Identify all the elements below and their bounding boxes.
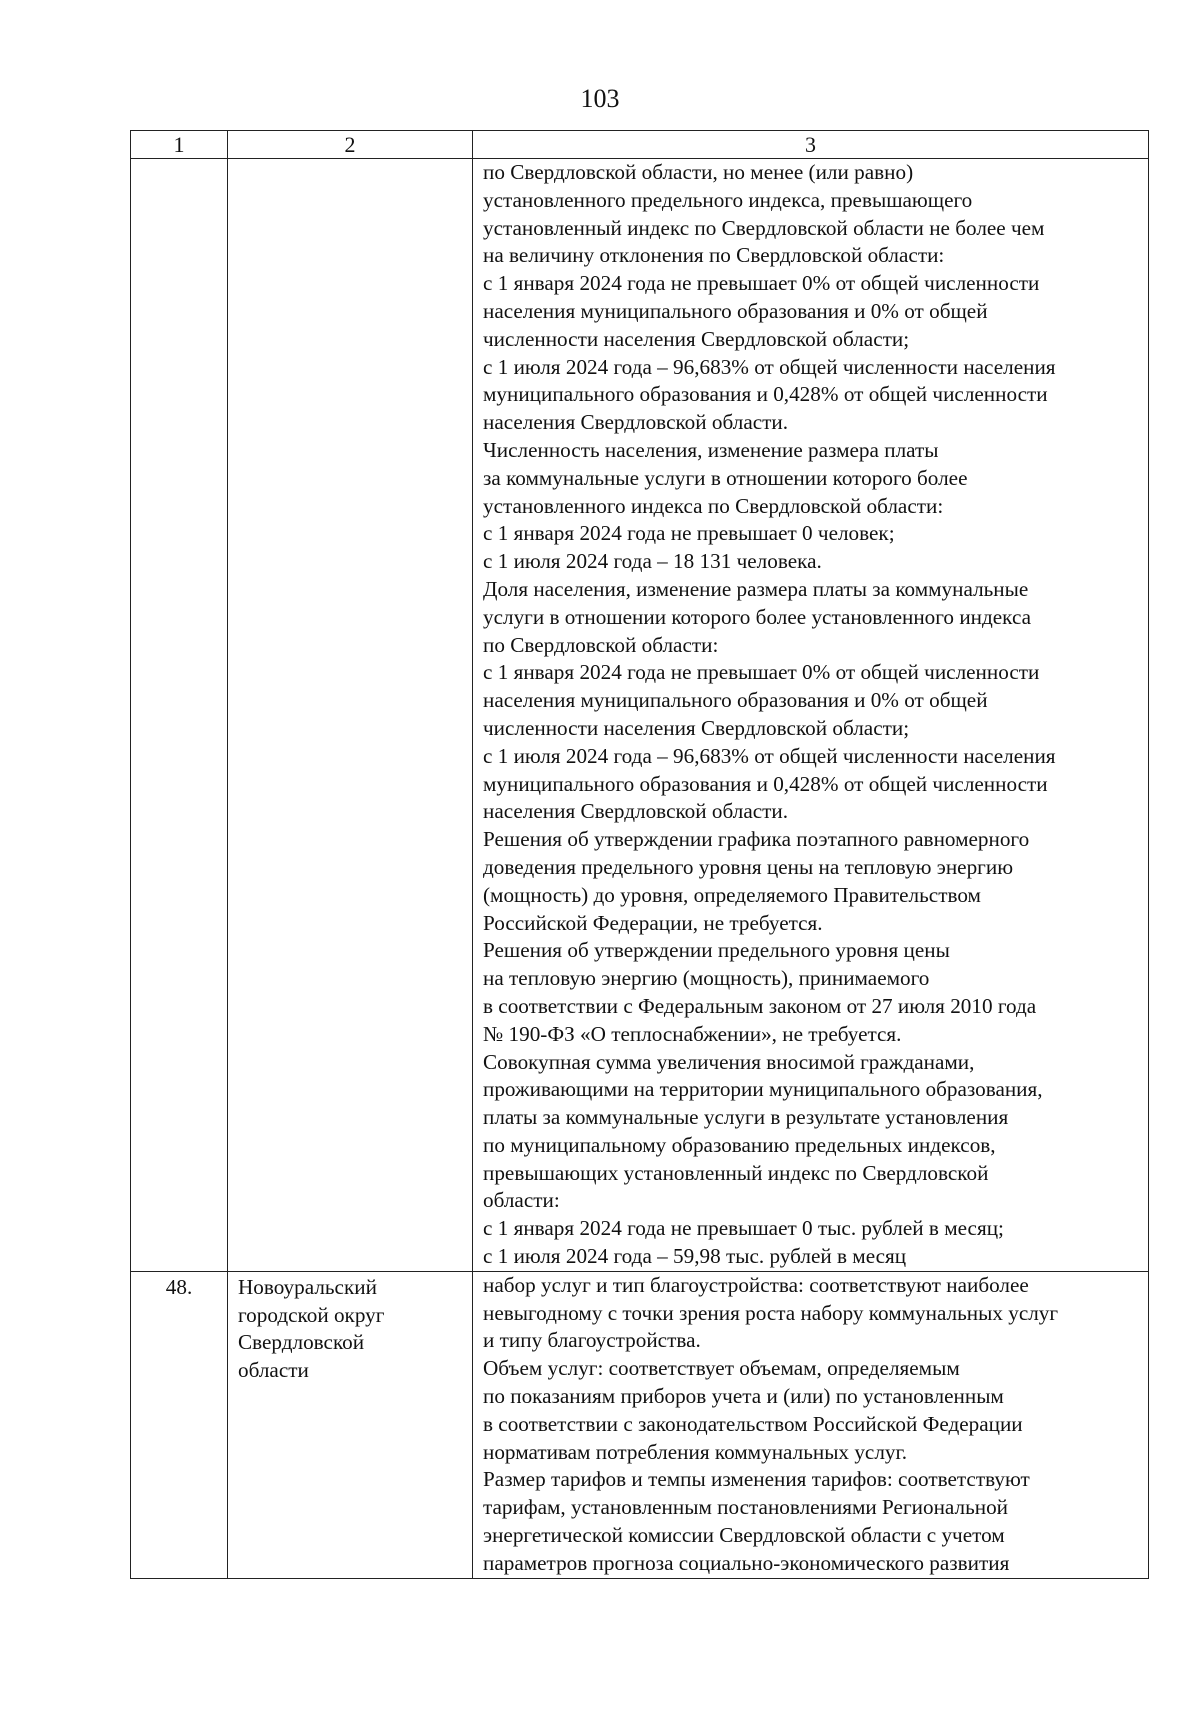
name-line: Новоуральский — [238, 1274, 377, 1299]
continuation-name-cell — [228, 159, 473, 1272]
text-line: на величину отклонения по Свердловской области: — [483, 243, 945, 268]
text-line: по показаниям приборов учета и (или) по установленным — [483, 1384, 1004, 1409]
municipality-name — [228, 1271, 473, 1578]
text-line: с 1 января 2024 года не превышает 0% от общей численности — [483, 271, 1040, 296]
text-line: численности населения Свердловской области; — [483, 326, 910, 351]
name-line: области — [238, 1358, 309, 1383]
header-col-1: 1 — [131, 131, 228, 159]
text-line: доведения предельного уровня цены на тепловую энергию — [483, 854, 1014, 879]
text-line: набор услуг и тип благоустройства: соответствуют наиболее — [483, 1272, 1029, 1297]
text-line: муниципального образования и 0,428% от общей численности — [483, 771, 1048, 796]
text-line: с 1 июля 2024 года – 18 131 человека. — [483, 549, 822, 574]
text-line: по Свердловской области, но менее (или равно) — [483, 160, 914, 184]
text-line: на тепловую энергию (мощность), принимаемого — [483, 966, 930, 991]
text-line: с 1 июля 2024 года – 59,98 тыс. рублей в месяц — [483, 1244, 907, 1269]
text-line: установленного индекса по Свердловской области: — [483, 493, 944, 518]
text-line: параметров прогноза социально-экономического развития — [483, 1550, 1010, 1575]
text-line: с 1 января 2024 года не превышает 0 человек; — [483, 521, 895, 546]
text-line: (мощность) до уровня, определяемого Правительством — [483, 882, 981, 907]
text-line: Решения об утверждении предельного уровня цены — [483, 938, 950, 963]
row-48-text-cell — [473, 1271, 1149, 1578]
name-line: Свердловской — [238, 1330, 365, 1355]
text-line: Российской Федерации, не требуется. — [483, 910, 823, 935]
data-table — [130, 130, 1149, 1579]
text-line: населения муниципального образования и 0% от общей — [483, 688, 988, 713]
text-line: Доля населения, изменение размера платы за коммунальные — [483, 576, 1029, 601]
text-line: Численность населения, изменение размера платы — [483, 437, 939, 462]
header-col-2: 2 — [228, 131, 473, 159]
table-row-continuation — [131, 159, 1149, 1272]
text-line: превышающих установленный индекс по Свердловской — [483, 1160, 989, 1185]
text-line: в соответствии с законодательством Российской Федерации — [483, 1411, 1023, 1436]
header-col-3: 3 — [473, 131, 1149, 159]
text-line: Размер тарифов и темпы изменения тарифов: соответствуют — [483, 1467, 1030, 1492]
text-line: установленного предельного индекса, превышающего — [483, 187, 973, 212]
page-number: 103 — [580, 84, 620, 113]
continuation-text-cell — [473, 159, 1149, 1272]
text-line: Совокупная сумма увеличения вносимой гражданами, — [483, 1049, 975, 1074]
text-line: с 1 января 2024 года не превышает 0 тыс. рублей в месяц; — [483, 1216, 1004, 1241]
text-line: численности населения Свердловской области; — [483, 715, 910, 740]
text-line: невыгодному с точки зрения роста набору коммунальных услуг — [483, 1300, 1059, 1325]
text-line: населения Свердловской области. — [483, 799, 789, 824]
text-line: по муниципальному образованию предельных индексов, — [483, 1132, 996, 1157]
text-line: № 190-ФЗ «О теплоснабжении», не требуется. — [483, 1021, 902, 1046]
text-line: за коммунальные услуги в отношении которого более — [483, 465, 968, 490]
text-line: населения Свердловской области. — [483, 410, 789, 435]
text-line: по Свердловской области: — [483, 632, 719, 657]
row-number: 48. — [131, 1271, 228, 1578]
text-line: услуги в отношении которого более установленного индекса — [483, 604, 1032, 629]
name-line: городской округ — [238, 1302, 385, 1327]
text-line: Объем услуг: соответствует объемам, определяемым — [483, 1356, 960, 1381]
text-line: установленный индекс по Свердловской области не более чем — [483, 215, 1045, 240]
text-line: области: — [483, 1188, 560, 1213]
text-line: нормативам потребления коммунальных услуг. — [483, 1439, 908, 1464]
text-line: Решения об утверждении графика поэтапного равномерного — [483, 827, 1030, 852]
text-line: тарифам, установленным постановлениями Региональной — [483, 1495, 1009, 1520]
table-header-row — [131, 131, 1149, 159]
text-line: населения муниципального образования и 0% от общей — [483, 298, 988, 323]
continuation-number-cell — [131, 159, 228, 1272]
table-row-48 — [131, 1271, 1149, 1578]
text-line: и типу благоустройства. — [483, 1328, 701, 1353]
text-line: с 1 июля 2024 года – 96,683% от общей численности населения — [483, 354, 1056, 379]
text-line: в соответствии с Федеральным законом от 27 июля 2010 года — [483, 993, 1037, 1018]
text-line: с 1 января 2024 года не превышает 0% от общей численности — [483, 660, 1040, 685]
text-line: платы за коммунальные услуги в результате установления — [483, 1105, 1009, 1130]
text-line: муниципального образования и 0,428% от общей численности — [483, 382, 1048, 407]
text-line: проживающими на территории муниципального образования, — [483, 1077, 1043, 1102]
text-line: с 1 июля 2024 года – 96,683% от общей численности населения — [483, 743, 1056, 768]
text-line: энергетической комиссии Свердловской области с учетом — [483, 1523, 1005, 1548]
